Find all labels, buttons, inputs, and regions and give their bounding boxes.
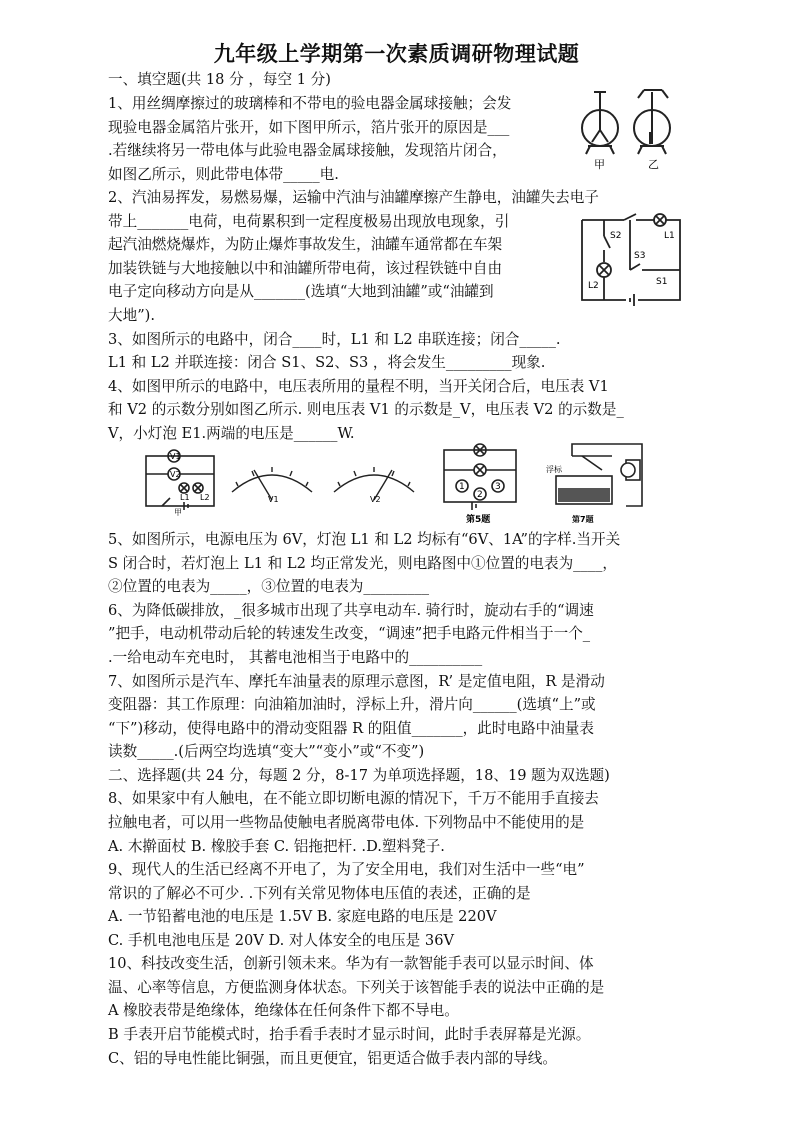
text-line: S 闭合时，若灯泡上 L1 和 L2 均正常发光，则电路图中①位置的电表为____，	[108, 555, 617, 572]
text-line: 读数_____.(后两空均选填“变大”“变小”或“不变”)	[108, 743, 425, 760]
label-l2: L2	[200, 493, 210, 502]
label-yi: 乙	[648, 158, 659, 170]
section-heading: 一、填空题(共 18 分 ，每空 1 分)	[108, 71, 331, 88]
label-s3: S3	[634, 251, 646, 261]
text-line: 8、如果家中有人触电，在不能立即切断电源的情况下，千万不能用手直接去	[108, 790, 599, 807]
text-line: 3、如图所示的电路中，闭合____时，L1 和 L2 串联连接；闭合_____.	[108, 331, 561, 348]
label-jia: 甲	[174, 508, 182, 516]
text-line: 2、汽油易挥发，易燃易爆，运输中汽油与油罐摩擦产生静电，油罐失去电子	[108, 189, 599, 206]
label-n1: 1	[459, 482, 465, 492]
label-float: 浮标	[546, 465, 562, 474]
voltmeter-v1-figure	[224, 452, 320, 506]
figure-caption: 第7题	[572, 515, 594, 524]
text-line: .若继续将另一带电体与此验电器金属球接触，发现箔片闭合，	[108, 142, 507, 159]
text-line: 4、如图甲所示的电路中，电压表所用的量程不明，当开关闭合后，电压表 V1	[108, 378, 609, 395]
text-line: 6、为降低碳排放，_很多城市出现了共享电动车. 骑行时，旋动右手的“调速	[108, 602, 594, 619]
electroscope-figure	[578, 88, 684, 170]
q5-circuit-figure	[436, 440, 526, 526]
q4-circuit-figure	[140, 448, 220, 516]
text-line: 拉触电者，可以用一些物品使触电者脱离带电体. 下列物品中不能使用的是	[108, 814, 585, 831]
label-v2: V2	[370, 495, 381, 504]
text-line: 大地”).	[108, 307, 155, 324]
text-line: ②位置的电表为_____，③位置的电表为_________	[108, 578, 430, 595]
section-heading: 二、选择题(共 24 分，每题 2 分，8-17 为单项选择题，18、19 题为双选题)	[108, 767, 610, 784]
text-line: “下”)移动，使得电路中的滑动变阻器 R 的阻值_______，此时电路中油量表	[108, 720, 594, 737]
label-v2: V2	[170, 470, 181, 479]
label-l2: L2	[588, 281, 599, 291]
text-line: 变阻器：其工作原理：向油箱加油时，浮标上升，滑片向______(选填“上”或	[108, 696, 596, 713]
label-n2: 2	[477, 490, 483, 500]
text-line: ”把手，电动机带动后轮的转速发生改变，“调速”把手电路元件相当于一个_	[108, 625, 591, 642]
figure-caption: 第5题	[466, 515, 491, 525]
label-v1: V1	[268, 495, 279, 504]
text-line: 温、心率等信息，方便监测身体状态。下列关于该智能手表的说法中正确的是	[108, 979, 605, 996]
label-s1: S1	[656, 277, 668, 287]
text-line: 9、现代人的生活已经离不开电了，为了安全用电，我们对生活中一些“电”	[108, 861, 585, 878]
q7-fuel-gauge-figure	[542, 436, 652, 526]
text-line: A. 木擀面杖 B. 橡胶手套 C. 铝拖把杆. .D.塑料凳子.	[108, 838, 445, 855]
page-title: 九年级上学期第一次素质调研物理试题	[213, 42, 580, 66]
text-line: 5、如图所示，电源电压为 6V，灯泡 L1 和 L2 均标有“6V、1A”的字样.当开关	[108, 531, 621, 548]
text-line: 7、如图所示是汽车、摩托车油量表的原理示意图，R’ 是定值电阻，R 是滑动	[108, 673, 605, 690]
text-line: 电子定向移动方向是从_______(选填“大地到油罐”或“油罐到	[108, 283, 494, 300]
text-line: 加装铁链与大地接触以中和油罐所带电荷，该过程铁链中自由	[108, 260, 503, 277]
text-line: 1、用丝绸摩擦过的玻璃棒和不带电的验电器金属球接触；会发	[108, 95, 512, 112]
text-line: C. 手机电池电压是 20V D. 对人体安全的电压是 36V	[108, 932, 455, 949]
voltmeter-v2-figure	[326, 452, 422, 506]
text-line: 常识的了解必不可少. .下列有关常见物体电压值的表述，正确的是	[108, 885, 531, 902]
text-line: B 手表开启节能模式时，抬手看手表时才显示时间，此时手表屏幕是光源。	[108, 1026, 591, 1043]
text-line: .一给电动车充电时， 其蓄电池相当于电路中的__________	[108, 649, 483, 666]
text-line: 10、科技改变生活，创新引领未来。华为有一款智能手表可以显示时间、体	[108, 955, 594, 972]
text-line: A. 一节铅蓄电池的电压是 1.5V B. 家庭电路的电压是 220V	[108, 908, 497, 925]
q3-circuit-figure	[574, 210, 686, 306]
label-v1: V1	[170, 452, 181, 461]
label-l1: L1	[664, 231, 675, 241]
text-line: C、铝的导电性能比铜强，而且更便宜，铝更适合做手表内部的导线。	[108, 1050, 557, 1067]
label-n3: 3	[495, 482, 501, 492]
text-line: V，小灯泡 E1.两端的电压是______W.	[108, 425, 355, 442]
text-line: 现验电器金属箔片张开，如下图甲所示，箔片张开的原因是___	[108, 119, 510, 136]
text-line: 带上_______电荷，电荷累积到一定程度极易出现放电现象，引	[108, 213, 510, 230]
text-line: 起汽油燃烧爆炸，为防止爆炸事故发生，油罐车通常都在车架	[108, 236, 503, 253]
label-l1: L1	[180, 493, 190, 502]
text-line: 和 V2 的示数分别如图乙所示. 则电压表 V1 的示数是_V，电压表 V2 的示数是_	[108, 401, 624, 418]
text-line: L1 和 L2 并联连接：闭合 S1、S2、S3 ，将会发生_________现象.	[108, 354, 546, 371]
label-s2: S2	[610, 231, 622, 241]
label-jia: 甲	[594, 158, 605, 170]
text-line: 如图乙所示，则此带电体带_____电.	[108, 166, 339, 183]
text-line: A 橡胶表带是绝缘体，绝缘体在任何条件下都不导电。	[108, 1002, 459, 1019]
